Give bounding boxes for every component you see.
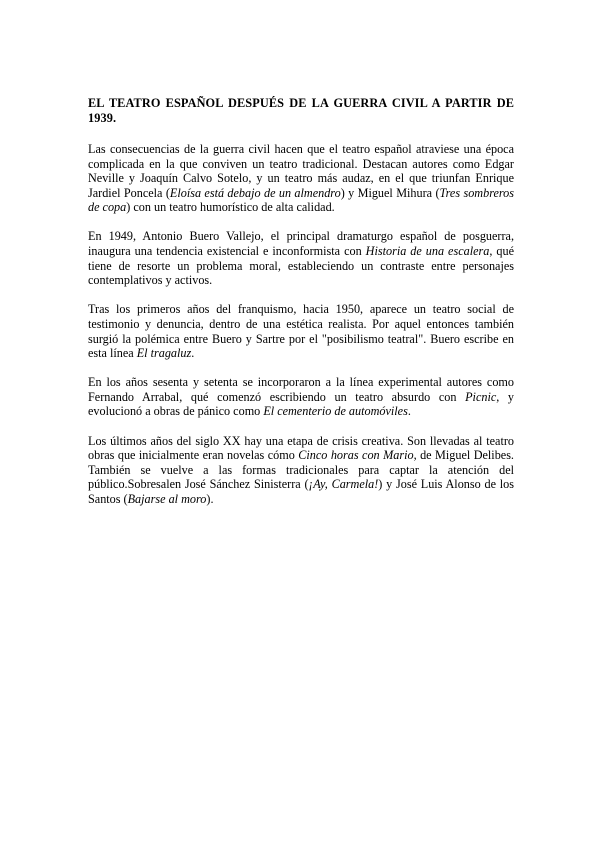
paragraph-text: En 1949, Antonio Buero Vallejo, el principal dramaturgo español de posguerra, inaugura una tendencia existencial e inconformista con — [88, 229, 514, 259]
work-title: Historia de una escalera — [365, 244, 490, 259]
paragraph-text: ) y José Luis Alonso de los Santos ( — [88, 477, 514, 506]
paragraph-3 — [88, 302, 514, 360]
paragraph-text: . — [191, 346, 195, 361]
paragraph-text: , y evolucionó a obras de pánico como — [88, 389, 515, 419]
work-title: Tres sombreros de copa — [88, 185, 515, 215]
paragraph-text: En los años sesenta y setenta se incorporaron a la línea experimental autores como Fernando Arrabal, qué comenzó escribiendo un teatro absurdo con — [88, 375, 514, 404]
paragraph-2 — [88, 229, 514, 287]
paragraph-text: Tras los primeros años del franquismo, hacia 1950, aparece un teatro social de testimonio y denuncia, dentro de una estética realista. Por aquel entonces también surgió la polémica entre Buero y Sartre por el "posibilismo teatral". Buero escribe en esta línea — [88, 302, 514, 361]
work-title: Cinco horas con Mario — [298, 448, 414, 463]
paragraph-text: Los últimos años del siglo XX hay una etapa de crisis creativa. Son llevadas al teatro obras que inicialmente eran novelas cómo — [88, 433, 514, 463]
paragraph-text: , de Miguel Delibes. También se vuelve a las formas tradicionales para captar la atención del público.Sobresalen José Sánchez Sinisterra ( — [88, 448, 514, 492]
paragraph-text: ) con un teatro humorístico de alta calidad. — [126, 200, 335, 215]
work-title: El cementerio de automóviles — [263, 404, 408, 419]
work-title: ¡Ay, Carmela! — [308, 477, 379, 492]
work-title: El tragaluz — [136, 346, 192, 361]
work-title: Picnic — [465, 389, 497, 404]
paragraph-5 — [88, 434, 514, 507]
work-title: Eloísa está debajo de un almendro — [169, 185, 341, 200]
paragraph-text: , qué tiene de resorte un problema moral, estableciendo un contraste entre personajes contemplativos y activos. — [88, 244, 514, 288]
paragraph-text: ). — [206, 491, 214, 506]
work-title: Bajarse al moro — [127, 491, 207, 506]
paragraph-text: ) y Miguel Mihura ( — [340, 185, 440, 200]
paragraph-text: . — [407, 404, 411, 419]
document-page — [88, 96, 514, 521]
paragraph-4 — [88, 375, 514, 419]
document-title: EL TEATRO ESPAÑOL DESPUÉS DE LA GUERRA CIVIL A PARTIR DE 1939. — [88, 96, 514, 125]
paragraph-text: Las consecuencias de la guerra civil hacen que el teatro español atraviese una época complicada en la que conviven un teatro tradicional. Destacan autores como Edgar Neville y Joaquín Calvo Sotelo, y un teatro más audaz, en el que triunfan Enrique Jardiel Poncela ( — [88, 142, 514, 200]
paragraph-1 — [88, 142, 514, 215]
